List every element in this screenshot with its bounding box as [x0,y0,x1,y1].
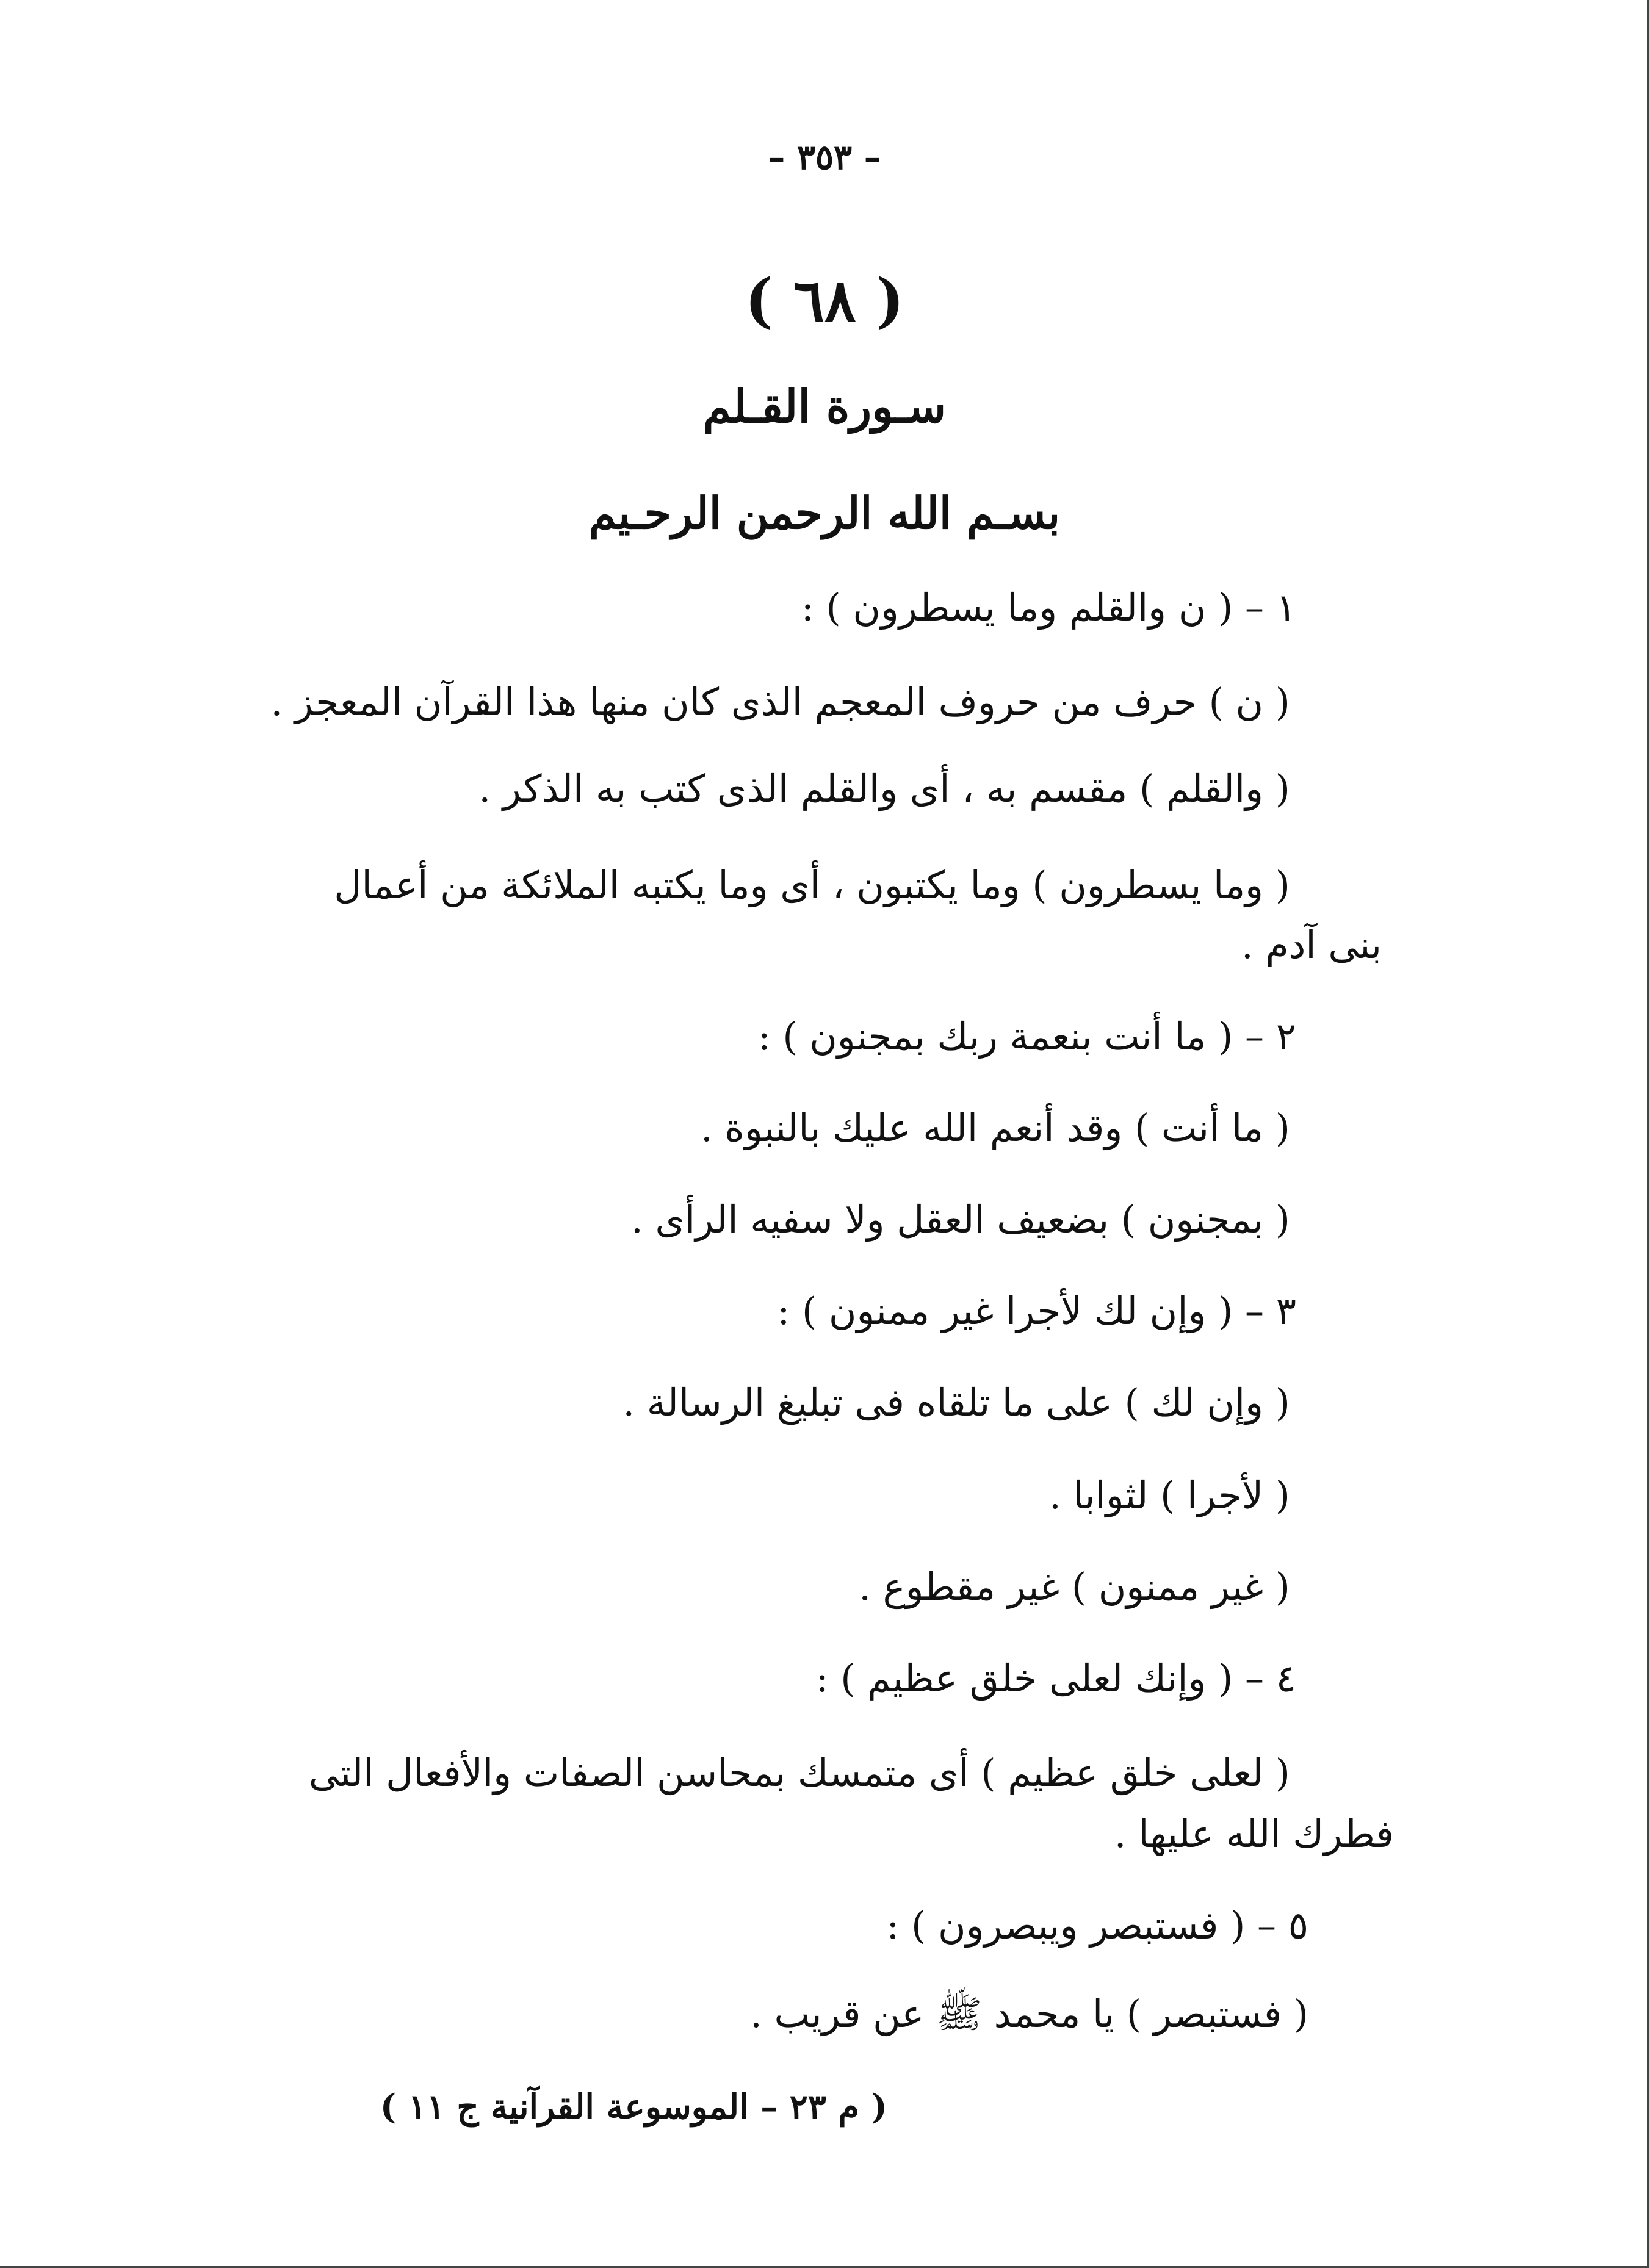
surah-number: ( ٦٨ ) [745,266,904,335]
verse-line: ٢ – ( ما أنت بنعمة ربك بمجنون ) : [757,1014,1296,1059]
surah-title: سـورة القـلم [702,381,947,433]
gloss-line-continuation: فطرك الله عليها . [1114,1812,1394,1856]
verse-line: ٤ – ( وإنك لعلى خلق عظيم ) : [815,1656,1296,1701]
gloss-line: ( لأجرا ) لثوابا . [1048,1473,1290,1517]
verse-line: ٣ – ( وإن لك لأجرا غير ممنون ) : [777,1289,1296,1333]
gloss-line: ( والقلم ) مقسم به ، أى والقلم الذى كتب به الذكر . [478,766,1290,811]
gloss-line: ( وإن لك ) على ما تلقاه فى تبليغ الرسالة . [622,1380,1290,1425]
gloss-line: ( لعلى خلق عظيم ) أى متمسك بمحاسن الصفات والأفعال التى [308,1751,1290,1795]
gloss-line: ( ما أنت ) وقد أنعم الله عليك بالنبوة . [700,1106,1290,1150]
gloss-line-continuation: بنى آدم . [1241,923,1382,967]
verse-line: ١ – ( ن والقلم وما يسطرون ) : [801,585,1296,630]
gloss-line: ( وما يسطرون ) وما يكتبون ، أى وما يكتبه الملائكة من أعمال [334,863,1290,907]
basmala: بسـم الله الرحمن الرحـيم [588,487,1061,539]
footer-note: ( م ٢٣ – الموسوعة القرآنية ج ١١ ) [380,2087,887,2127]
verse-line: ٥ – ( فستبصر ويبصرون ) : [886,1903,1308,1948]
page-number: – ٣٥٣ – [768,137,881,178]
gloss-line: ( بمجنون ) بضعيف العقل ولا سفيه الرأى . [631,1197,1290,1242]
gloss-line: ( ن ) حرف من حروف المعجم الذى كان منها هذا القرآن المعجز . [270,680,1290,724]
gloss-line: ( غير ممنون ) غير مقطوع . [859,1564,1290,1609]
gloss-line: ( فستبصر ) يا محمد ﷺ عن قريب . [750,1992,1308,2036]
